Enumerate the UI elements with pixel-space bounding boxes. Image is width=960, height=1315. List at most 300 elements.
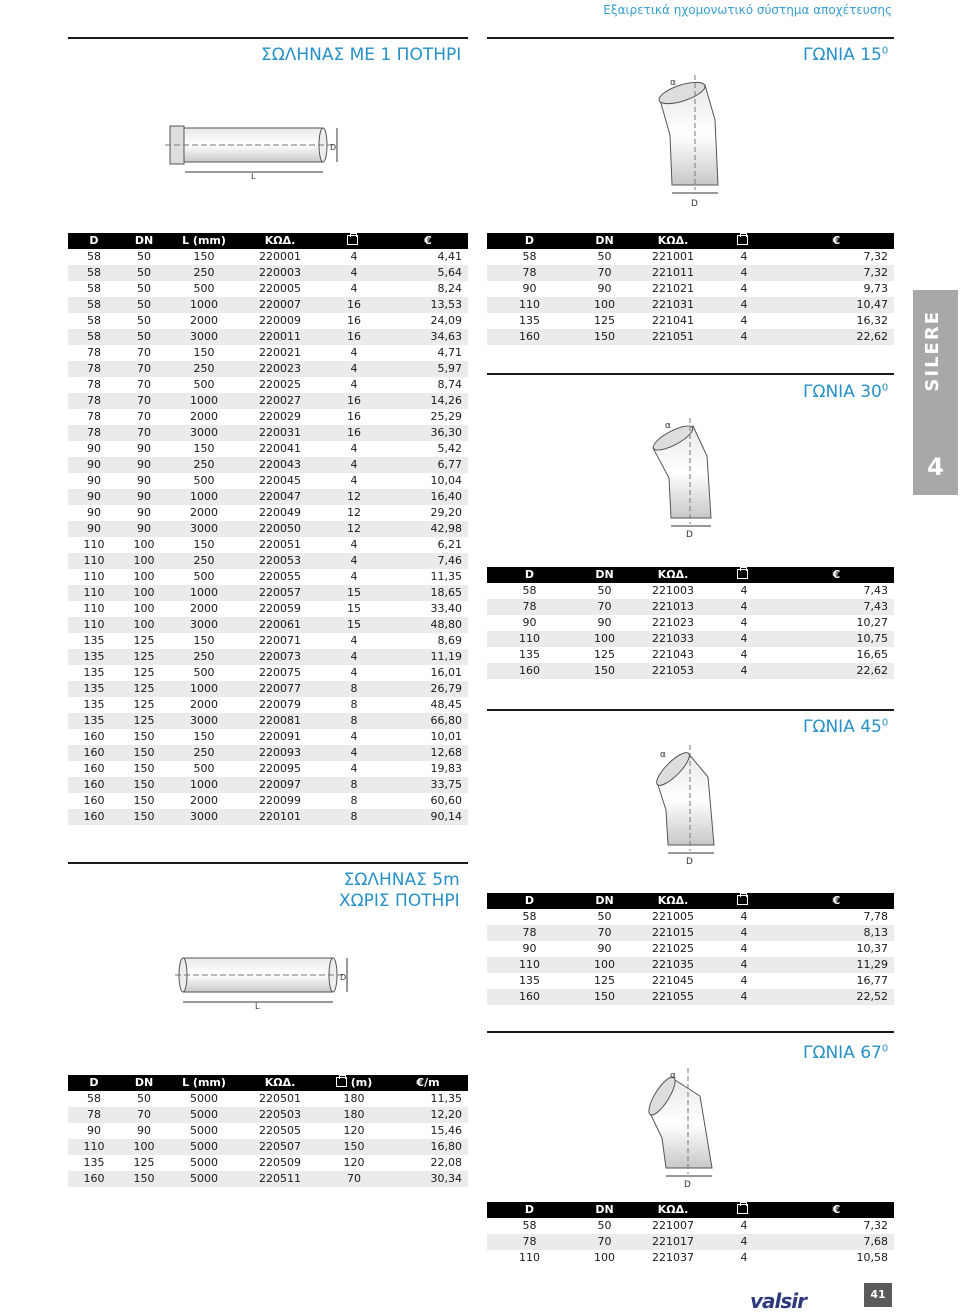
table-cell: 90 [137,442,151,455]
table-cell: 36,30 [388,425,468,441]
table-cell: 4 [740,584,748,597]
table-cell: 220099 [259,794,301,807]
table-cell: 4,71 [437,346,462,359]
table-cell: 221013 [637,599,709,615]
table-cell: 4 [350,442,358,455]
table-row [487,973,894,989]
table-cell: 70 [137,378,151,391]
table-row [68,329,468,345]
table-cell: 12 [347,506,361,519]
table-cell: 4,41 [437,250,462,263]
table-cell: 70 [137,410,151,423]
table-cell: 50 [120,265,168,281]
svg-text:α: α [660,750,666,760]
table-cell: 58 [68,265,120,281]
column-header: D [487,233,572,249]
table-row [68,793,468,809]
elbow-67-diagram [640,1068,740,1188]
table-cell: 7,32 [779,265,894,281]
table-cell: 5000 [190,1124,218,1137]
table-cell: 220055 [259,570,301,583]
table-row [487,583,894,599]
table-row [487,249,894,265]
table-cell: 30,34 [388,1171,468,1187]
table-cell: 50 [137,1092,151,1105]
table-cell: 150 [193,634,215,647]
table-cell: 90 [68,489,120,505]
table-cell: 90 [522,616,537,629]
table-cell: 150 [133,730,155,743]
table-row [68,537,468,553]
table-cell: 50 [597,910,612,923]
table-cell: 4 [350,346,358,359]
table-cell: 220095 [259,762,301,775]
table-cell: 220081 [240,713,320,729]
table-cell: 8 [350,698,358,711]
table-cell: 78 [87,378,101,391]
table-cell: 78 [487,265,572,281]
table-elbow-30 [487,567,894,679]
title-elbow-30: ΓΩΝΙΑ $30^0$ [803,382,889,402]
table-cell: 2000 [190,314,218,327]
table-cell: 4 [320,553,388,569]
column-header: D [487,567,572,583]
table-cell: 220021 [259,346,301,359]
table-cell: 8,13 [779,925,894,941]
table-cell: 125 [594,314,615,327]
table-cell: 1000 [168,777,240,793]
column-header: ΚΩΔ. [240,233,320,249]
table-cell: 60,60 [430,794,462,807]
page-number: 41 [864,1283,892,1307]
table-row [68,569,468,585]
table-cell: 150 [193,538,215,551]
title-elbow-67: ΓΩΝΙΑ $67^0$ [803,1043,889,1063]
table-cell: 78 [87,346,101,359]
table-cell: 220501 [259,1092,301,1105]
table-cell: 221015 [637,925,709,941]
table-row [68,265,468,281]
table-cell: 90 [68,457,120,473]
table-cell: 7,43 [863,584,888,597]
column-header: DN [572,233,637,249]
table-cell: 150 [133,762,155,775]
table-cell: 220009 [259,314,301,327]
table-cell: 220071 [259,634,301,647]
table-cell: 110 [83,602,105,615]
table-cell: 221045 [652,974,694,987]
table-cell: 160 [487,329,572,345]
column-header: D [487,1202,572,1218]
table-pipe-5m [68,1075,468,1187]
table-row [68,729,468,745]
column-header: €/m [388,1075,468,1091]
elbow-30-diagram [635,418,735,538]
table-cell: 150 [193,250,215,263]
table-cell: 16,01 [430,666,462,679]
table-cell: 70 [320,1171,388,1187]
table-cell: 16,32 [856,314,888,327]
table-cell: 90 [120,521,168,537]
table-cell: 78 [68,1107,120,1123]
table-cell: 70 [572,599,637,615]
table-cell: 220091 [259,730,301,743]
table-cell: 90 [120,489,168,505]
table-cell: 4 [320,745,388,761]
table-cell: 8 [320,809,388,825]
table-cell: 110 [519,1251,540,1264]
table-cell: 4 [350,538,358,551]
table-cell: 58 [522,910,537,923]
table-cell: 135 [83,698,105,711]
table-cell: 100 [133,602,155,615]
table-cell: 58 [522,250,537,263]
table-cell: 5,97 [388,361,468,377]
table-cell: 58 [68,329,120,345]
table-cell: 220047 [240,489,320,505]
table-cell: 500 [193,378,215,391]
table-cell: 221053 [637,663,709,679]
table-cell: 160 [487,989,572,1005]
svg-text:D: D [686,530,693,538]
column-header [320,233,388,249]
table-cell: 15 [347,602,361,615]
table-cell: 220029 [259,410,301,423]
table-cell: 10,58 [856,1251,888,1264]
table-cell: 33,40 [430,602,462,615]
table-cell: 120 [343,1156,365,1169]
table-row [487,647,894,663]
table-cell: 221007 [652,1219,694,1232]
table-row [487,615,894,631]
table-cell: 22,52 [779,989,894,1005]
svg-text:α: α [670,78,676,88]
table-cell: 2000 [190,410,218,423]
column-header: € [779,233,894,249]
table-cell: 100 [594,1251,615,1264]
table-row [68,553,468,569]
table-cell: 150 [193,730,215,743]
table-cell: 4 [350,666,358,679]
table-row [487,1250,894,1266]
table-row [487,1218,894,1234]
table-cell: 150 [320,1139,388,1155]
table-cell: 5000 [190,1092,218,1105]
elbow-45-diagram [640,745,740,865]
table-cell: 220045 [259,474,301,487]
column-header [709,567,779,583]
table-cell: 3000 [168,425,240,441]
table-cell: 70 [120,1107,168,1123]
table-row [487,631,894,647]
table-cell: 70 [120,361,168,377]
table-cell: 4 [350,282,358,295]
table-cell: 5000 [168,1107,240,1123]
table-row [487,663,894,679]
table-cell: 250 [168,457,240,473]
table-cell: 78 [87,410,101,423]
table-cell: 7,78 [863,910,888,923]
table-cell: 29,20 [430,506,462,519]
table-cell: 10,47 [779,297,894,313]
table-cell: 500 [193,474,215,487]
table-cell: 10,04 [430,474,462,487]
table-cell: 15,46 [430,1124,462,1137]
table-cell: 90 [87,506,101,519]
table-cell: 78 [487,1234,572,1250]
table-cell: 135 [68,649,120,665]
table-row [68,457,468,473]
table-row [68,377,468,393]
table-cell: 160 [68,777,120,793]
column-header: DN [572,893,637,909]
table-cell: 8 [350,794,358,807]
table-cell: 220051 [259,538,301,551]
table-row [68,745,468,761]
table-cell: 78 [68,425,120,441]
table-cell: 220053 [240,553,320,569]
table-cell: 100 [120,553,168,569]
table-cell: 8 [320,713,388,729]
table-cell: 220001 [259,250,301,263]
table-cell: 90 [597,616,612,629]
table-cell: 221017 [637,1234,709,1250]
table-cell: 33,75 [388,777,468,793]
table-cell: 135 [519,974,540,987]
table-cell: 18,65 [388,585,468,601]
table-cell: 500 [193,282,215,295]
table-cell: 90 [87,1124,101,1137]
package-icon [737,569,748,579]
table-cell: 90 [522,942,537,955]
table-cell: 160 [83,762,105,775]
column-header: DN [572,567,637,583]
table-cell: 58 [87,1092,101,1105]
table-cell: 78 [487,599,572,615]
table-row [68,1171,468,1187]
table-cell: 4 [740,282,748,295]
table-cell: 110 [487,297,572,313]
table-cell: 220043 [240,457,320,473]
table-row [68,697,468,713]
table-cell: 220101 [240,809,320,825]
table-cell: 50 [597,584,612,597]
table-cell: 220075 [259,666,301,679]
table-cell: 16,40 [388,489,468,505]
table-elbow-15 [487,233,894,345]
table-cell: 100 [120,585,168,601]
table-cell: 90 [137,506,151,519]
column-header: € [388,233,468,249]
table-cell: 25,29 [430,410,462,423]
table-cell: 110 [487,631,572,647]
table-cell: 11,19 [388,649,468,665]
pipe-5m-diagram [175,948,355,1010]
table-cell: 100 [120,617,168,633]
table-cell: 19,83 [430,762,462,775]
dim-d-label: D [330,143,337,152]
table-cell: 100 [572,297,637,313]
column-header: DN [572,1202,637,1218]
table-row [487,1234,894,1250]
table-row [68,249,468,265]
title-pipe-5m [339,870,460,912]
table-cell: 50 [137,314,151,327]
table-cell: 90 [68,521,120,537]
table-row [68,505,468,521]
table-cell: 221041 [652,314,694,327]
table-row [68,761,468,777]
table-cell: 220509 [259,1156,301,1169]
table-cell: 50 [597,250,612,263]
table-cell: 12 [320,521,388,537]
column-header: DN [120,233,168,249]
column-header: € [779,1202,894,1218]
elbow-15-diagram [630,75,740,210]
table-cell: 221051 [637,329,709,345]
table-cell: 12 [320,489,388,505]
table-cell: 220093 [240,745,320,761]
table-cell: 221031 [637,297,709,313]
table-cell: 9,73 [863,282,888,295]
title-pipe-5m-line1: ΣΩΛΗΝΑΣ 5m [343,870,460,890]
table-cell: 16 [320,393,388,409]
section-rule [487,1031,894,1033]
table-cell: 7,46 [388,553,468,569]
svg-text:L: L [251,172,256,180]
table-cell: 135 [519,314,540,327]
package-icon [737,235,748,245]
table-cell: 66,80 [388,713,468,729]
table-cell: 4 [709,957,779,973]
column-header: L (mm) [168,233,240,249]
table-cell: 5,42 [437,442,462,455]
table-row [68,521,468,537]
table-cell: 150 [193,442,215,455]
package-icon [737,895,748,905]
table-cell: 220511 [240,1171,320,1187]
table-cell: 150 [120,745,168,761]
table-cell: 5000 [190,1156,218,1169]
table-cell: 8,69 [437,634,462,647]
table-cell: 220079 [259,698,301,711]
table-row [487,329,894,345]
table-cell: 48,45 [430,698,462,711]
table-cell: 50 [137,282,151,295]
table-cell: 4 [709,925,779,941]
table-cell: 150 [572,663,637,679]
title-pipe-5m-line2: ΧΩΡΙΣ ΠΟΤΗΡΙ [339,891,460,911]
table-cell: 8 [320,777,388,793]
table-cell: 1000 [168,297,240,313]
table-cell: 250 [168,265,240,281]
table-cell: 150 [120,1171,168,1187]
table-cell: 8 [320,681,388,697]
table-cell: 12,68 [388,745,468,761]
table-cell: 4 [350,730,358,743]
table-row [68,473,468,489]
side-tab-brand: SILERE [922,310,943,392]
table-cell: 135 [68,681,120,697]
table-row [68,649,468,665]
table-row [68,617,468,633]
table-row [68,1155,468,1171]
table-cell: 220007 [240,297,320,313]
column-header [709,893,779,909]
table-cell: 150 [120,777,168,793]
svg-text:L: L [255,1002,260,1010]
table-cell: 250 [168,361,240,377]
svg-text:D: D [684,1180,691,1188]
table-row [487,941,894,957]
table-cell: 221025 [652,942,694,955]
column-header [320,1075,388,1091]
table-cell: 70 [137,346,151,359]
title-elbow-15: ΓΩΝΙΑ $15^0$ [803,45,889,65]
table-cell: 90 [137,474,151,487]
table-row [68,681,468,697]
table-cell: 4 [320,361,388,377]
table-elbow-45 [487,893,894,1005]
table-cell: 8,74 [437,378,462,391]
table-cell: 150 [193,346,215,359]
table-cell: 110 [487,957,572,973]
table-cell: 16,80 [388,1139,468,1155]
table-cell: 221035 [637,957,709,973]
table-cell: 4 [740,942,748,955]
table-cell: 220077 [240,681,320,697]
table-cell: 16,77 [856,974,888,987]
table-cell: 110 [68,617,120,633]
table-cell: 220073 [240,649,320,665]
table-row [487,909,894,925]
table-cell: 4 [740,1219,748,1232]
table-cell: 70 [572,265,637,281]
table-cell: 150 [133,794,155,807]
table-row [68,777,468,793]
table-cell: 2000 [190,794,218,807]
table-cell: 5000 [168,1139,240,1155]
table-cell: 4 [709,631,779,647]
table-cell: 100 [133,570,155,583]
table-cell: 15 [320,585,388,601]
table-row [68,809,468,825]
table-cell: 220049 [259,506,301,519]
table-elbow-67 [487,1202,894,1266]
table-cell: 58 [87,250,101,263]
table-cell: 14,26 [388,393,468,409]
side-tab-number: 4 [927,453,944,481]
table-cell: 150 [572,329,637,345]
table-cell: 110 [68,585,120,601]
package-icon [347,235,358,245]
table-cell: 100 [572,957,637,973]
table-cell: 250 [168,553,240,569]
table-cell: 58 [68,297,120,313]
table-cell: 221037 [652,1251,694,1264]
table-row [487,281,894,297]
table-cell: 220503 [240,1107,320,1123]
table-cell: 78 [487,925,572,941]
svg-text:α: α [665,421,671,431]
table-cell: 135 [83,1156,105,1169]
table-cell: 160 [83,794,105,807]
table-cell: 220041 [259,442,301,455]
table-row [68,633,468,649]
table-cell: 220097 [240,777,320,793]
column-header: D [68,233,120,249]
table-cell: 221023 [652,616,694,629]
